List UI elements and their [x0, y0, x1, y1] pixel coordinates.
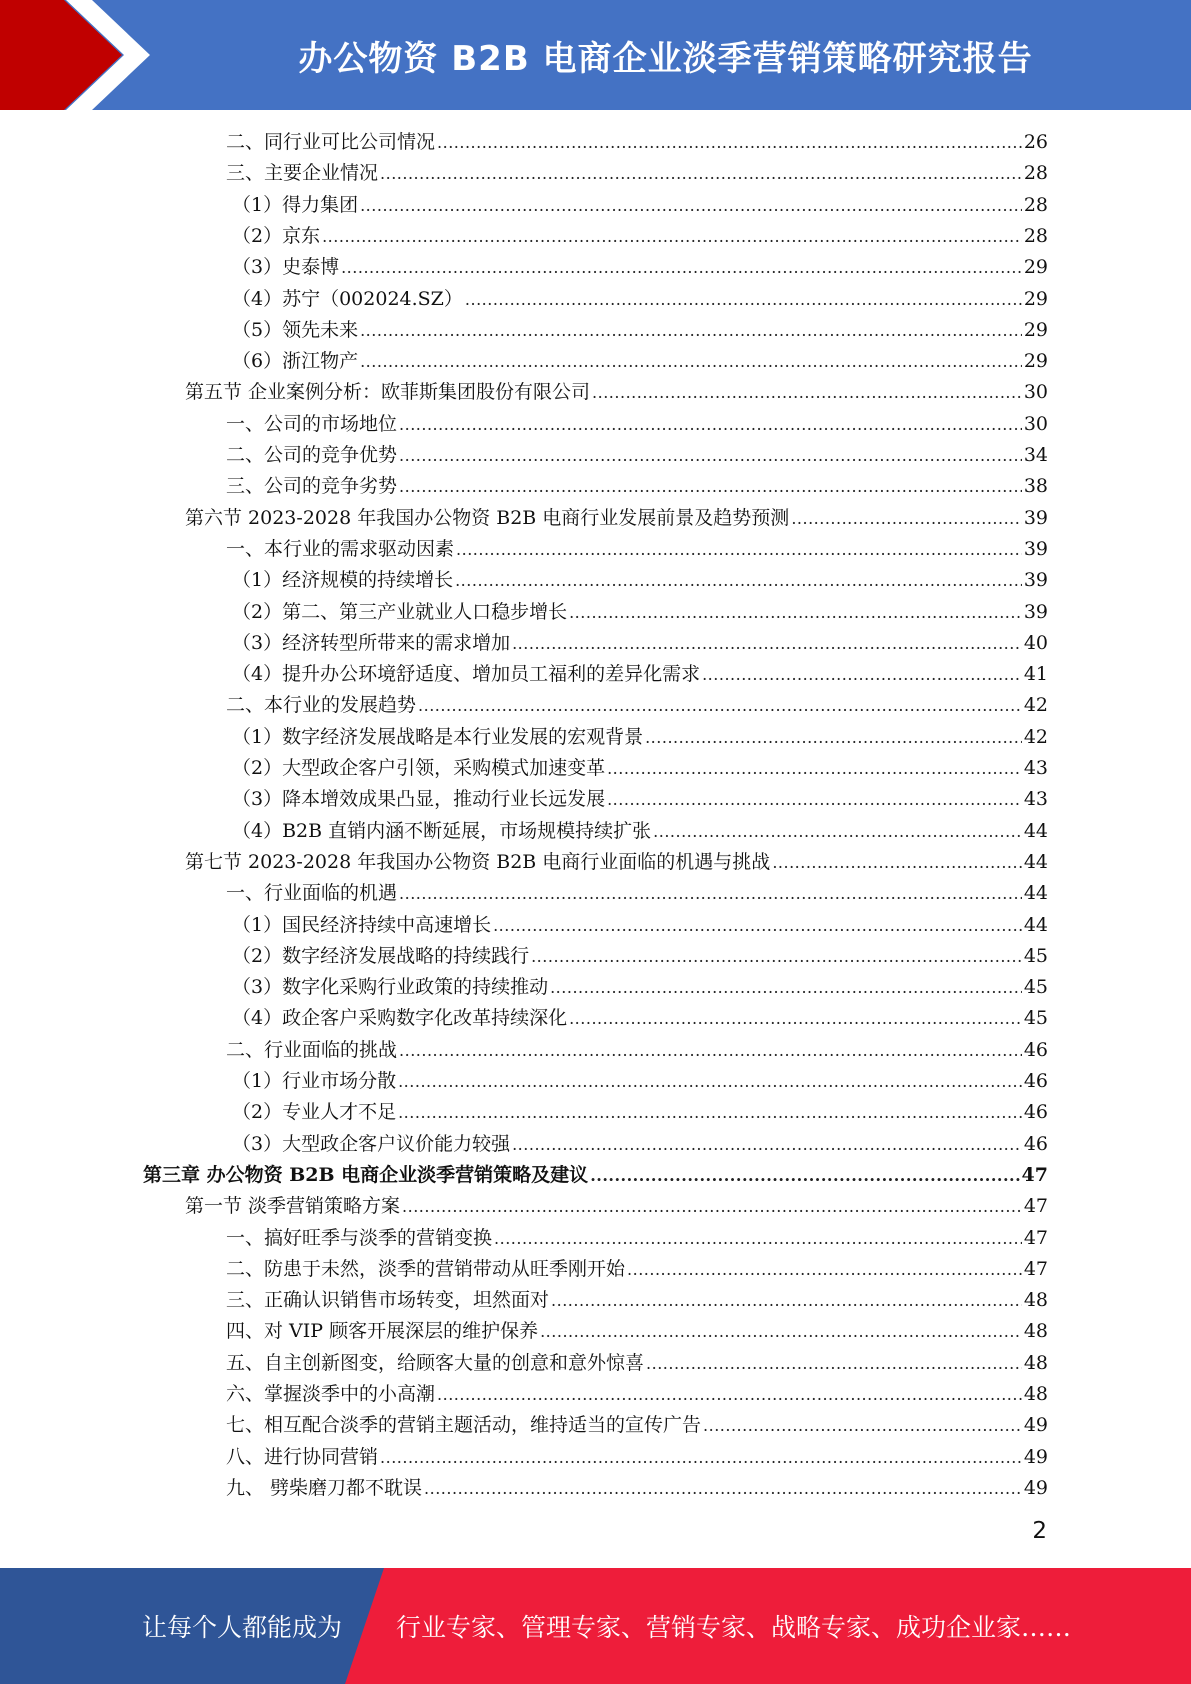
- toc-entry-label: （4）苏宁（002024.SZ）: [232, 288, 463, 310]
- toc-entry-label: 二、行业面临的挑战: [226, 1039, 398, 1061]
- toc-entry-label: （2）大型政企客户引领，采购模式加速变革: [232, 757, 606, 779]
- toc-entry-page-number: 45: [1023, 1007, 1048, 1029]
- toc-entry[interactable]: [226, 409, 1048, 440]
- toc-entry-label: 二、公司的竞争优势: [226, 444, 398, 466]
- toc-entry[interactable]: [232, 346, 1048, 377]
- toc-entry-label: 三、正确认识销售市场转变，坦然面对: [226, 1289, 550, 1311]
- toc-entry-page-number: 46: [1023, 1039, 1048, 1061]
- toc-entry-page-number: 48: [1023, 1320, 1048, 1342]
- toc-dot-leader: [592, 377, 1022, 408]
- toc-entry-page-number: 43: [1023, 788, 1048, 810]
- toc-entry-label: 一、搞好旺季与淡季的营销变换: [226, 1227, 493, 1249]
- toc-entry-label: 第一节 淡季营销策略方案: [185, 1195, 401, 1217]
- page-number: 2: [1032, 1518, 1047, 1544]
- toc-entry-label: （4）提升办公环境舒适度、增加员工福利的差异化需求: [232, 663, 701, 685]
- toc-dot-leader: [645, 722, 1022, 753]
- toc-entry-page-number: 49: [1023, 1414, 1048, 1436]
- toc-entry-label: 二、防患于未然，淡季的营销带动从旺季刚开始: [226, 1258, 626, 1280]
- toc-dot-leader: [455, 565, 1022, 596]
- toc-entry[interactable]: [226, 1379, 1048, 1410]
- toc-dot-leader: [341, 252, 1022, 283]
- toc-entry-label: （1）得力集团: [232, 194, 359, 216]
- toc-entry-page-number: 41: [1023, 663, 1048, 685]
- toc-dot-leader: [380, 1442, 1022, 1473]
- toc-entry-label: （1）数字经济发展战略是本行业发展的宏观背景: [232, 726, 644, 748]
- toc-entry-page-number: 47: [1023, 1195, 1048, 1217]
- toc-entry[interactable]: [232, 221, 1048, 252]
- toc-entry-page-number: 39: [1023, 538, 1048, 560]
- report-footer-banner: [0, 1568, 1191, 1684]
- toc-dot-leader: [531, 941, 1022, 972]
- toc-entry-label: 四、对 VIP 顾客开展深层的维护保养: [226, 1320, 539, 1342]
- toc-entry-label: 一、本行业的需求驱动因素: [226, 538, 455, 560]
- toc-entry[interactable]: [232, 190, 1048, 221]
- toc-entry[interactable]: [232, 597, 1048, 628]
- toc-entry-page-number: 48: [1023, 1289, 1048, 1311]
- toc-entry-page-number: 44: [1023, 914, 1048, 936]
- toc-entry[interactable]: [232, 1003, 1048, 1034]
- toc-dot-leader: [646, 1348, 1022, 1379]
- toc-entry-page-number: 42: [1023, 726, 1048, 748]
- footer-slogan-left: 让每个人都能成为: [142, 1613, 343, 1642]
- toc-entry-label: 一、公司的市场地位: [226, 413, 398, 435]
- toc-dot-leader: [456, 534, 1022, 565]
- toc-entry[interactable]: [232, 315, 1048, 346]
- toc-entry-page-number: 39: [1023, 569, 1048, 591]
- toc-entry-page-number: 49: [1023, 1477, 1048, 1499]
- toc-entry[interactable]: [185, 377, 1048, 408]
- toc-dot-leader: [493, 910, 1022, 941]
- toc-dot-leader: [398, 1066, 1022, 1097]
- toc-entry-label: （2）专业人才不足: [232, 1101, 397, 1123]
- toc-entry[interactable]: [185, 847, 1048, 878]
- toc-entry[interactable]: [226, 1316, 1048, 1347]
- toc-entry[interactable]: [226, 1223, 1048, 1254]
- toc-entry-page-number: 46: [1023, 1101, 1048, 1123]
- toc-entry-label: （5）领先未来: [232, 319, 359, 341]
- toc-entry-label: （6）浙江物产: [232, 350, 359, 372]
- toc-entry-page-number: 28: [1023, 162, 1048, 184]
- toc-dot-leader: [653, 816, 1022, 847]
- toc-entry-label: （1）经济规模的持续增长: [232, 569, 454, 591]
- toc-entry[interactable]: [185, 1191, 1048, 1222]
- toc-entry-page-number: 49: [1023, 1446, 1048, 1468]
- toc-dot-leader: [399, 878, 1022, 909]
- toc-entry-page-number: 28: [1023, 225, 1048, 247]
- toc-entry-page-number: 45: [1023, 945, 1048, 967]
- toc-entry[interactable]: [226, 1035, 1048, 1066]
- toc-entry-label: （1）行业市场分散: [232, 1070, 397, 1092]
- toc-entry-label: （2）第二、第三产业就业人口稳步增长: [232, 601, 568, 623]
- toc-dot-leader: [399, 409, 1022, 440]
- toc-entry-page-number: 30: [1023, 413, 1048, 435]
- toc-dot-leader: [402, 1191, 1022, 1222]
- toc-entry-page-number: 43: [1023, 757, 1048, 779]
- report-header-banner: [0, 0, 1191, 110]
- toc-dot-leader: [465, 284, 1022, 315]
- toc-entry-page-number: 38: [1023, 475, 1048, 497]
- toc-entry[interactable]: [226, 440, 1048, 471]
- toc-entry-label: （3）数字化采购行业政策的持续推动: [232, 976, 549, 998]
- toc-entry-label: （2）数字经济发展战略的持续践行: [232, 945, 530, 967]
- toc-entry[interactable]: [232, 941, 1048, 972]
- toc-entry-page-number: 44: [1023, 882, 1048, 904]
- toc-entry[interactable]: [232, 722, 1048, 753]
- toc-entry-label: （2）京东: [232, 225, 321, 247]
- toc-dot-leader: [380, 158, 1022, 189]
- toc-entry[interactable]: [232, 284, 1048, 315]
- toc-entry[interactable]: [226, 1254, 1048, 1285]
- toc-entry[interactable]: [226, 1285, 1048, 1316]
- toc-entry[interactable]: [232, 1066, 1048, 1097]
- toc-entry[interactable]: [185, 503, 1048, 534]
- toc-dot-leader: [772, 847, 1022, 878]
- toc-dot-leader: [512, 1129, 1022, 1160]
- toc-entry[interactable]: [232, 784, 1048, 815]
- toc-entry[interactable]: [232, 1097, 1048, 1128]
- toc-entry-label: 一、行业面临的机遇: [226, 882, 398, 904]
- toc-entry[interactable]: [226, 1410, 1048, 1441]
- toc-dot-leader: [569, 597, 1022, 628]
- toc-entry[interactable]: [226, 158, 1048, 189]
- toc-entry-page-number: 29: [1023, 288, 1048, 310]
- toc-entry[interactable]: [226, 878, 1048, 909]
- toc-entry-label: （3）降本增效成果凸显，推动行业长远发展: [232, 788, 606, 810]
- toc-entry[interactable]: [226, 534, 1048, 565]
- toc-entry-page-number: 45: [1023, 976, 1048, 998]
- toc-entry-label: 第五节 企业案例分析：欧菲斯集团股份有限公司: [185, 381, 591, 403]
- toc-entry[interactable]: [226, 1348, 1048, 1379]
- toc-dot-leader: [703, 1410, 1022, 1441]
- toc-dot-leader: [607, 753, 1022, 784]
- toc-entry-label: 五、自主创新图变，给顾客大量的创意和意外惊喜: [226, 1352, 645, 1374]
- toc-entry-page-number: 29: [1023, 319, 1048, 341]
- toc-entry-label: （3）经济转型所带来的需求增加: [232, 632, 511, 654]
- toc-entry-page-number: 42: [1023, 694, 1048, 716]
- toc-dot-leader: [791, 503, 1022, 534]
- toc-dot-leader: [569, 1003, 1022, 1034]
- footer-slogan-right: 行业专家、管理专家、营销专家、战略专家、成功企业家……: [396, 1613, 1072, 1642]
- toc-dot-leader: [550, 972, 1022, 1003]
- toc-entry-page-number: 29: [1023, 256, 1048, 278]
- toc-dot-leader: [360, 190, 1022, 221]
- toc-entry-page-number: 39: [1023, 507, 1048, 529]
- toc-dot-leader: [437, 127, 1022, 158]
- toc-entry[interactable]: [232, 565, 1048, 596]
- toc-entry-page-number: 47: [1021, 1164, 1048, 1186]
- toc-entry-page-number: 47: [1023, 1258, 1048, 1280]
- toc-dot-leader: [360, 346, 1022, 377]
- toc-entry-page-number: 39: [1023, 601, 1048, 623]
- toc-entry[interactable]: [226, 127, 1048, 158]
- toc-entry[interactable]: [226, 690, 1048, 721]
- toc-entry-label: （3）大型政企客户议价能力较强: [232, 1133, 511, 1155]
- toc-dot-leader: [590, 1160, 1019, 1191]
- toc-entry-label: 第七节 2023-2028 年我国办公物资 B2B 电商行业面临的机遇与挑战: [185, 851, 771, 873]
- toc-dot-leader: [540, 1316, 1022, 1347]
- toc-dot-leader: [494, 1223, 1022, 1254]
- toc-entry-label: 八、进行协同营销: [226, 1446, 379, 1468]
- toc-dot-leader: [360, 315, 1022, 346]
- toc-entry[interactable]: [232, 659, 1048, 690]
- toc-dot-leader: [399, 1035, 1022, 1066]
- toc-dot-leader: [399, 471, 1022, 502]
- toc-entry-label: 六、掌握淡季中的小高潮: [226, 1383, 436, 1405]
- toc-entry-label: 九、 劈柴磨刀都不耽误: [226, 1477, 423, 1499]
- toc-entry[interactable]: [232, 910, 1048, 941]
- toc-dot-leader: [512, 628, 1022, 659]
- toc-entry[interactable]: [143, 1160, 1048, 1191]
- report-title: 办公物资 B2B 电商企业淡季营销策略研究报告: [298, 38, 1033, 79]
- toc-entry-label: （4）政企客户采购数字化改革持续深化: [232, 1007, 568, 1029]
- toc-entry-page-number: 44: [1023, 820, 1048, 842]
- toc-entry-label: （3）史泰博: [232, 256, 340, 278]
- toc-dot-leader: [437, 1379, 1022, 1410]
- toc-entry-label: 第六节 2023-2028 年我国办公物资 B2B 电商行业发展前景及趋势预测: [185, 507, 790, 529]
- toc-entry-page-number: 34: [1023, 444, 1048, 466]
- toc-entry[interactable]: [226, 1442, 1048, 1473]
- toc-entry-page-number: 26: [1023, 131, 1048, 153]
- toc-entry-page-number: 30: [1023, 381, 1048, 403]
- toc-dot-leader: [607, 784, 1022, 815]
- toc-entry[interactable]: [226, 1473, 1048, 1504]
- toc-entry[interactable]: [232, 753, 1048, 784]
- toc-dot-leader: [322, 221, 1022, 252]
- toc-entry-label: 第三章 办公物资 B2B 电商企业淡季营销策略及建议: [143, 1164, 589, 1186]
- toc-entry-label: （4）B2B 直销内涵不断延展，市场规模持续扩张: [232, 820, 652, 842]
- toc-dot-leader: [398, 1097, 1022, 1128]
- toc-entry-page-number: 40: [1023, 632, 1048, 654]
- toc-entry-label: （1）国民经济持续中高速增长: [232, 914, 492, 936]
- toc-entry-label: 三、主要企业情况: [226, 162, 379, 184]
- toc-entry[interactable]: [232, 628, 1048, 659]
- toc-entry[interactable]: [232, 816, 1048, 847]
- toc-entry[interactable]: [226, 471, 1048, 502]
- toc-entry-page-number: 48: [1023, 1383, 1048, 1405]
- toc-entry[interactable]: [232, 972, 1048, 1003]
- toc-dot-leader: [702, 659, 1022, 690]
- toc-dot-leader: [418, 690, 1022, 721]
- toc-entry-page-number: 48: [1023, 1352, 1048, 1374]
- toc-entry-page-number: 47: [1023, 1227, 1048, 1249]
- toc-entry[interactable]: [232, 1129, 1048, 1160]
- toc-entry-page-number: 46: [1023, 1070, 1048, 1092]
- toc-entry-page-number: 44: [1023, 851, 1048, 873]
- toc-dot-leader: [424, 1473, 1022, 1504]
- toc-entry[interactable]: [232, 252, 1048, 283]
- toc-entry-page-number: 29: [1023, 350, 1048, 372]
- toc-dot-leader: [551, 1285, 1022, 1316]
- toc-entry-label: 二、同行业可比公司情况: [226, 131, 436, 153]
- toc-entry-page-number: 28: [1023, 194, 1048, 216]
- toc-entry-label: 二、本行业的发展趋势: [226, 694, 417, 716]
- toc-entry-label: 三、公司的竞争劣势: [226, 475, 398, 497]
- toc-entry-page-number: 46: [1023, 1133, 1048, 1155]
- toc-dot-leader: [399, 440, 1022, 471]
- toc-dot-leader: [627, 1254, 1022, 1285]
- toc-entry-label: 七、相互配合淡季的营销主题活动，维持适当的宣传广告: [226, 1414, 702, 1436]
